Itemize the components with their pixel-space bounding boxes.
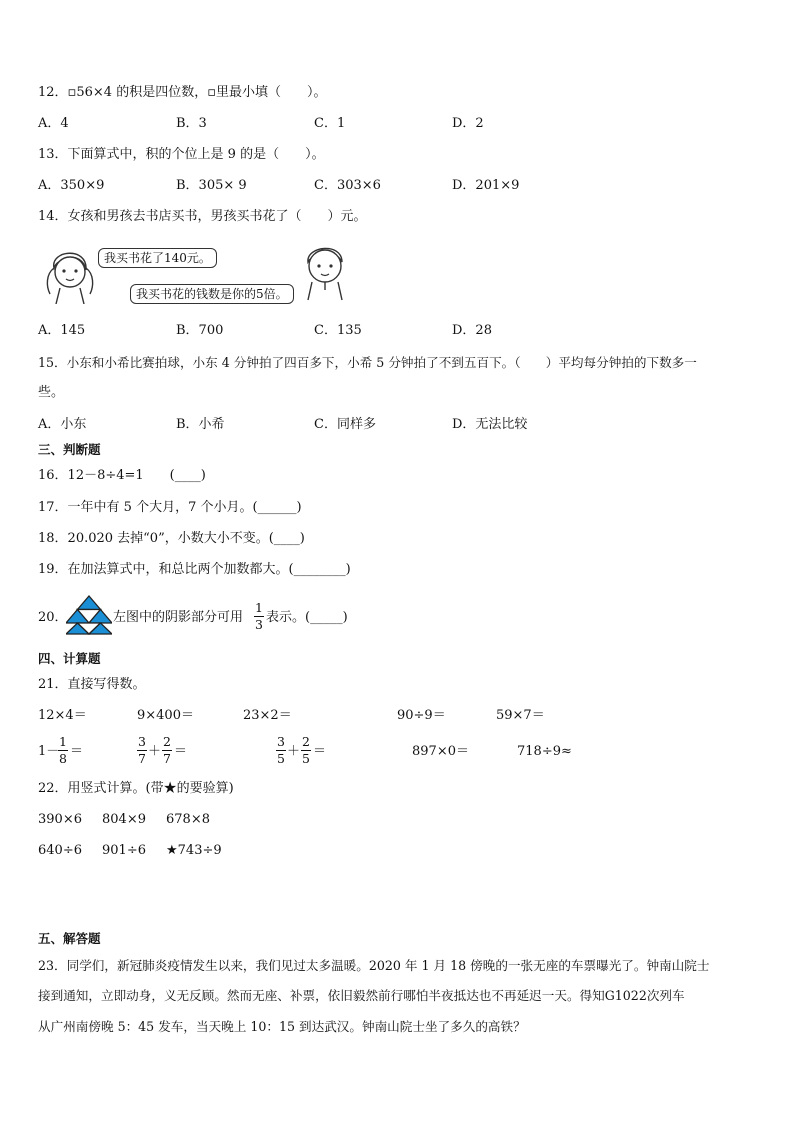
section-4-heading: 四、计算题 <box>38 651 101 666</box>
q13-option-d[interactable]: D．201×9 <box>452 178 520 193</box>
q21-r2-e3-fraction-b <box>301 735 311 766</box>
q15-stem-line2: 些。 <box>38 385 65 400</box>
q22-r1-2: 804×9 <box>102 812 146 827</box>
q12-option-d[interactable]: D．2 <box>452 116 484 131</box>
section-3-heading: 三、判断题 <box>38 442 101 457</box>
girl-illustration <box>40 238 102 304</box>
frac-num: 2 <box>302 734 310 749</box>
q21-expr-3: 23×2＝ <box>243 708 292 723</box>
q21-r2-e1-fraction <box>58 735 68 766</box>
q12-stem: 12．▫56×4 的积是四位数，▫里最小填（ ）。 <box>38 85 327 100</box>
q21-r2-e1-post: ＝ <box>70 744 84 759</box>
boy-illustration <box>300 240 350 302</box>
q22-r1-1: 390×6 <box>38 812 82 827</box>
q21-stem: 21．直接写得数。 <box>38 677 146 692</box>
q23-line1: 23．同学们，新冠肺炎疫情发生以来，我们见过太多温暖。2020 年 1 月 18 傍晚的一张无座的车票曝光了。钟南山院士 <box>38 958 710 973</box>
triangle-figure <box>66 594 112 636</box>
q15-option-a[interactable]: A．小东 <box>38 417 87 432</box>
q21-expr-4: 90÷9＝ <box>397 708 446 723</box>
q16: 16．12－8÷4=1 (____) <box>38 468 206 483</box>
boy-speech-bubble: 我买书花的钱数是你的5倍。 <box>130 284 294 304</box>
q14-option-c[interactable]: C．135 <box>314 323 362 338</box>
q14-option-b[interactable]: B．700 <box>176 323 224 338</box>
q22-r2-2: 901÷6 <box>102 843 146 858</box>
q14-option-d[interactable]: D．28 <box>452 323 492 338</box>
q21-expr-2: 9×400＝ <box>137 708 194 723</box>
q12-option-b[interactable]: B．3 <box>176 116 207 131</box>
q22-r1-3: 678×8 <box>166 812 210 827</box>
q13-stem: 13．下面算式中，积的个位上是 9 的是（ ）。 <box>38 147 325 162</box>
q21-r2-e2-fraction-a <box>137 735 147 766</box>
triangle-piece <box>78 596 101 610</box>
frac-den: 5 <box>302 751 310 766</box>
q21-r2-e2-post: ＝ <box>174 744 188 759</box>
q15-option-c[interactable]: C．同样多 <box>314 417 376 432</box>
frac-den: 7 <box>138 751 146 766</box>
q22-r2-3: ★743÷9 <box>166 843 222 858</box>
frac-num: 3 <box>138 734 146 749</box>
q12-option-a[interactable]: A．4 <box>38 116 69 131</box>
q20-fraction <box>254 601 264 632</box>
q21-r2-e3-fraction-a <box>276 735 286 766</box>
q15-option-d[interactable]: D．无法比较 <box>452 417 528 432</box>
section-5-heading: 五、解答题 <box>38 931 101 946</box>
q14-option-a[interactable]: A．145 <box>38 323 86 338</box>
frac-num: 2 <box>163 734 171 749</box>
q22-r2-1: 640÷6 <box>38 843 82 858</box>
q21-r2-e5: 718÷9≈ <box>517 744 572 759</box>
q23-line3: 从广州南傍晚 5：45 发车，当天晚上 10：15 到达武汉。钟南山院士坐了多久的高铁？ <box>38 1019 526 1034</box>
frac-den: 5 <box>277 751 285 766</box>
frac-num: 3 <box>277 734 285 749</box>
q21-r2-e4: 897×0＝ <box>412 744 469 759</box>
frac-den: 8 <box>59 751 67 766</box>
q15-option-b[interactable]: B．小希 <box>176 417 225 432</box>
q13-option-c[interactable]: C．303×6 <box>314 178 381 193</box>
q15-stem-line1: 15．小东和小希比赛拍球，小东 4 分钟拍了四百多下，小希 5 分钟拍了不到五百下。（ ）平均每分钟拍的下数多一 <box>38 355 697 370</box>
q21-r2-e1-pre: 1－ <box>38 744 60 759</box>
q18: 18．20.020 去掉“0”，小数大小不变。(____) <box>38 531 305 546</box>
q14-stem: 14．女孩和男孩去书店买书，男孩买书花了（ ）元。 <box>38 209 367 224</box>
q21-r2-e3-op: ＋ <box>287 744 301 759</box>
q20-number: 20． <box>38 610 68 625</box>
q13-option-a[interactable]: A．350×9 <box>38 178 105 193</box>
girl-speech-bubble: 我买书花了140元。 <box>98 248 217 268</box>
q20-frac-numerator: 1 <box>255 600 263 615</box>
q17: 17．一年中有 5 个大月，7 个小月。(______) <box>38 500 302 515</box>
q20-frac-denominator: 3 <box>255 617 263 632</box>
q20-text-before: 左图中的阴影部分可用 <box>113 610 244 625</box>
q22-stem: 22．用竖式计算。(带★的要验算) <box>38 781 234 796</box>
q21-expr-1: 12×4＝ <box>38 708 87 723</box>
q21-r2-e3-post: ＝ <box>313 744 327 759</box>
frac-den: 7 <box>163 751 171 766</box>
frac-num: 1 <box>59 734 67 749</box>
q23-line2: 接到通知，立即动身，义无反顾。然而无座、补票，依旧毅然前行哪怕半夜抵达也不再延迟一天。得知G1022次列车 <box>38 988 685 1003</box>
q20-text-after: 表示。(_____) <box>266 610 348 625</box>
q12-option-c[interactable]: C．1 <box>314 116 346 131</box>
q13-option-b[interactable]: B．305× 9 <box>176 178 247 193</box>
q21-r2-e2-fraction-b <box>162 735 172 766</box>
q21-expr-5: 59×7＝ <box>496 708 545 723</box>
q19: 19．在加法算式中，和总比两个加数都大。(________) <box>38 562 351 577</box>
q21-r2-e2-op: ＋ <box>148 744 162 759</box>
